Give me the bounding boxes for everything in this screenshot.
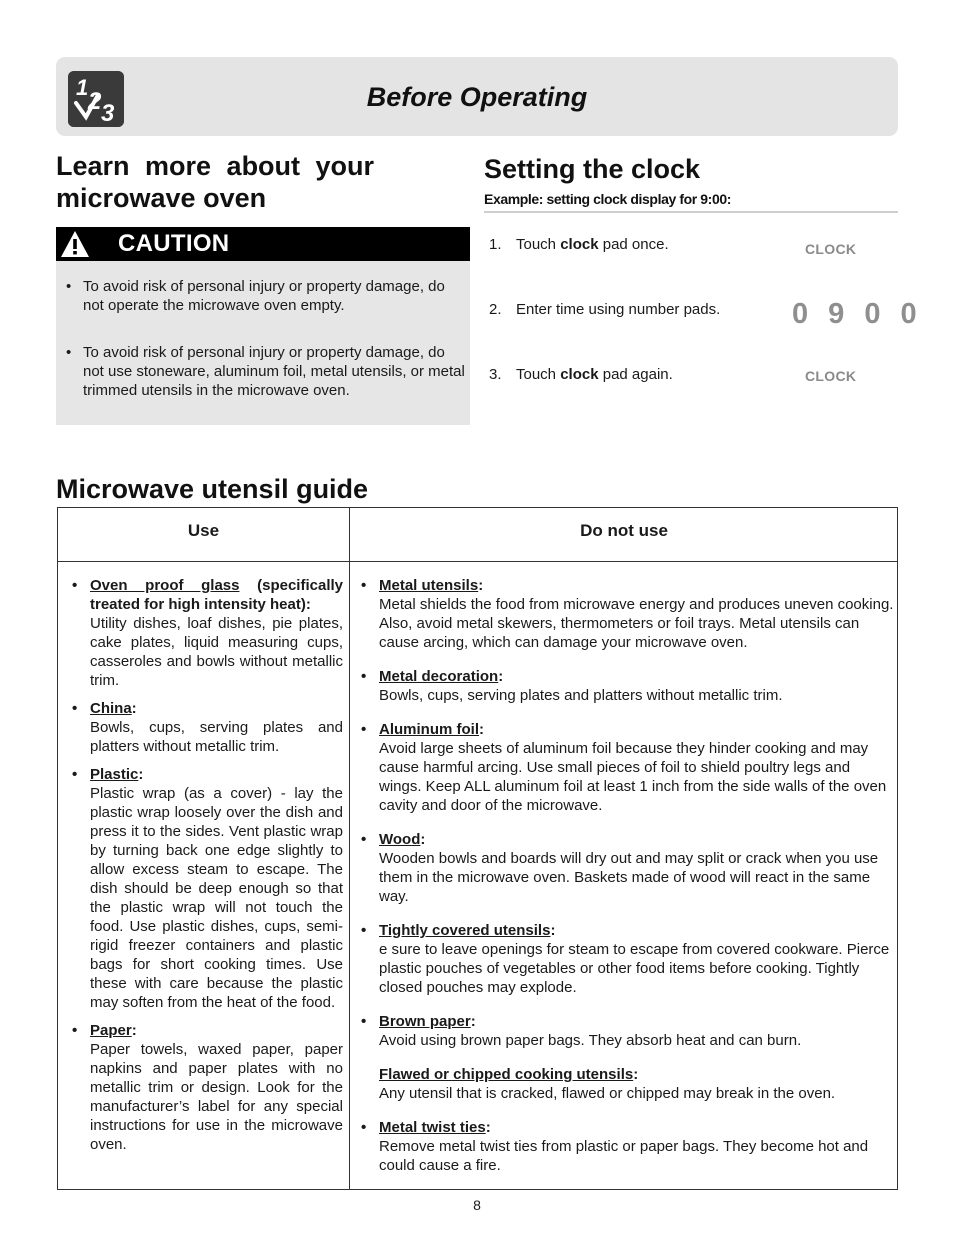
clock-step (489, 236, 669, 253)
caution-item: • To avoid risk of personal injury or property damage, do not use stoneware, aluminum foil, metal utensils, or metal trimmed utensils in the microwave oven. (66, 343, 466, 400)
bullet: • (361, 922, 367, 939)
step-number: 1. (489, 236, 502, 253)
utensil-entry (360, 1065, 894, 1103)
utensil-heading-suffix: : (470, 1013, 476, 1030)
utensil-heading (379, 831, 425, 848)
bullet: • (361, 1013, 367, 1030)
utensil-description: e sure to leave openings for steam to escape from covered cookware. Pierce plastic pouches of vegetables or other food items before cooking. Tightly closed pouches may explode. (379, 941, 890, 996)
utensil-entry (360, 720, 894, 815)
utensil-entry (360, 1118, 894, 1175)
utensil-name: Aluminum foil (379, 721, 479, 738)
utensil-description: Bowls, cups, serving plates and platters without metallic trim. (90, 719, 343, 755)
clock-step (489, 301, 720, 318)
utensil-heading (379, 1119, 491, 1136)
clock-section-title: Setting the clock (484, 154, 701, 184)
utensil-description: Metal shields the food from microwave energy and produces uneven cooking. Also, avoid metal skewers, thermometers or foil trays. Metal utensils can cause arcing, which can damage your microwave oven. (379, 596, 894, 651)
column-header-do-not-use: Do not use (580, 521, 668, 540)
utensil-name: China (90, 700, 132, 717)
use-column (71, 576, 343, 1163)
utensil-description: Plastic wrap (as a cover) - lay the plastic wrap loosely over the dish and press it to the sides. Vent plastic wrap by turning back one edge slightly to allow excess steam to escape. The dish should be deep enough so that the plastic wrap will not touch the food. Use plastic dishes, cups, semi-rigid freezer containers and plastic bags for short cooking times. Use these with care because the plastic may soften from the heat of the food. (90, 785, 343, 1011)
utensil-name: Tightly covered utensils (379, 922, 551, 939)
utensil-heading (90, 577, 343, 613)
page-title: Before Operating (366, 82, 588, 112)
page-number: 8 (473, 1197, 481, 1213)
svg-text:2: 2 (88, 88, 102, 115)
utensil-description: Bowls, cups, serving plates and platters without metallic trim. (379, 687, 783, 704)
utensil-heading (379, 668, 503, 685)
utensil-entry (360, 667, 894, 705)
utensil-heading (90, 700, 137, 717)
utensil-heading-suffix: : (131, 700, 137, 717)
row-divider (58, 561, 897, 562)
utensil-heading-suffix: (specifically treated for high intensity heat): (90, 577, 344, 613)
utensil-guide-table (57, 507, 898, 1190)
utensil-entry (360, 921, 894, 997)
utensil-description: Wooden bowls and boards will dry out and may split or crack when you use them in the microwave oven. Baskets made of wood will react in the same way. (379, 850, 879, 905)
clock-pad-label: CLOCK (805, 241, 857, 257)
utensil-entry (360, 830, 894, 906)
utensil-heading-suffix: : (633, 1066, 639, 1083)
step-text: Touch (516, 236, 561, 253)
utensil-heading-suffix: : (485, 1119, 491, 1136)
utensil-heading-suffix: : (550, 922, 556, 939)
utensil-heading (379, 577, 483, 594)
learn-section-title (56, 150, 456, 214)
learn-title-line1: Learn more about your (56, 151, 375, 181)
utensil-name: Flawed or chipped cooking utensils (379, 1066, 634, 1083)
utensil-name: Metal decoration (379, 668, 499, 685)
divider (484, 211, 898, 213)
utensil-name: Plastic (90, 766, 139, 783)
utensil-entry (71, 576, 343, 690)
section-header (56, 57, 898, 136)
utensil-description: Avoid large sheets of aluminum foil because they hinder cooking and may cause harmful arcing. Use small pieces of foil to shield poultry legs and wings. Keep ALL aluminum foil at least 1 inch from the side walls of the oven cavity and door of the microwave. (379, 740, 887, 814)
step-text: pad again. (598, 366, 673, 383)
utensil-description: Any utensil that is cracked, flawed or chipped may break in the oven. (379, 1085, 836, 1102)
step-keyword: clock (560, 236, 599, 253)
utensil-name: Brown paper (379, 1013, 471, 1030)
bullet: • (72, 1022, 78, 1039)
utensil-description: Avoid using brown paper bags. They absorb heat and can burn. (379, 1032, 802, 1049)
utensil-name: Wood (379, 831, 421, 848)
utensil-name: Metal utensils (379, 577, 479, 594)
utensil-heading (379, 1013, 476, 1030)
step-text: Touch (516, 366, 561, 383)
utensil-heading (379, 721, 484, 738)
bullet: • (361, 577, 367, 594)
utensil-entry (71, 765, 343, 1012)
utensil-entry (71, 699, 343, 756)
warning-triangle-icon (60, 229, 90, 259)
caution-banner (56, 227, 470, 261)
utensil-name: Oven proof glass (90, 577, 240, 594)
svg-text:1: 1 (76, 75, 89, 100)
utensil-heading-suffix: : (131, 1022, 137, 1039)
step-text: pad once. (598, 236, 669, 253)
utensil-entry (71, 1021, 343, 1154)
caution-label: CAUTION (118, 230, 230, 257)
column-header-use: Use (187, 521, 220, 540)
utensil-name: Metal twist ties (379, 1119, 486, 1136)
bullet: • (361, 1119, 367, 1136)
bullet: • (361, 668, 367, 685)
utensil-name: Paper (90, 1022, 132, 1039)
do-not-use-column (360, 576, 894, 1190)
bullet: • (72, 766, 78, 783)
utensil-heading-suffix: : (138, 766, 144, 783)
clock-step (489, 366, 673, 383)
utensil-heading-suffix: : (478, 577, 484, 594)
utensil-heading-suffix: : (498, 668, 504, 685)
clock-pad-label: CLOCK (805, 368, 857, 384)
utensil-description: Remove metal twist ties from plastic or paper bags. They become hot and could cause a fire. (379, 1138, 869, 1174)
clock-example-subtitle: Example: setting clock display for 9:00: (484, 191, 731, 207)
caution-item: • To avoid risk of personal injury or property damage, do not operate the microwave oven empty. (66, 277, 466, 315)
bullet: • (361, 721, 367, 738)
utensil-heading-suffix: : (420, 831, 426, 848)
utensil-heading-suffix: : (479, 721, 484, 738)
utensil-entry (360, 1012, 894, 1050)
utensil-entry (360, 576, 894, 652)
step-keyword: clock (560, 366, 599, 383)
step-number: 2. (489, 301, 502, 318)
utensil-description: Utility dishes, loaf dishes, pie plates, cake plates, liquid measuring cups, casseroles and bowls without metallic trim. (90, 615, 343, 689)
bullet: • (361, 831, 367, 848)
clock-display-readout: 0 9 0 0 (792, 298, 923, 330)
utensil-heading (379, 922, 555, 939)
utensil-heading (90, 766, 143, 783)
step-text: Enter time using number pads. (516, 301, 721, 318)
bullet: • (72, 700, 78, 717)
utensil-guide-title: Microwave utensil guide (56, 474, 369, 504)
caution-box (56, 261, 470, 425)
column-divider (349, 508, 350, 1189)
learn-title-line2: microwave oven (56, 183, 267, 213)
utensil-heading (90, 1022, 137, 1039)
utensil-heading (379, 1066, 638, 1083)
utensil-description: Paper towels, waxed paper, paper napkins and paper plates with no metallic trim or design. Look for the manufacturer’s label for any special instructions for use in the microwave oven. (90, 1041, 343, 1153)
svg-text:3: 3 (101, 100, 115, 127)
bullet: • (72, 577, 78, 594)
step-number: 3. (489, 366, 502, 383)
